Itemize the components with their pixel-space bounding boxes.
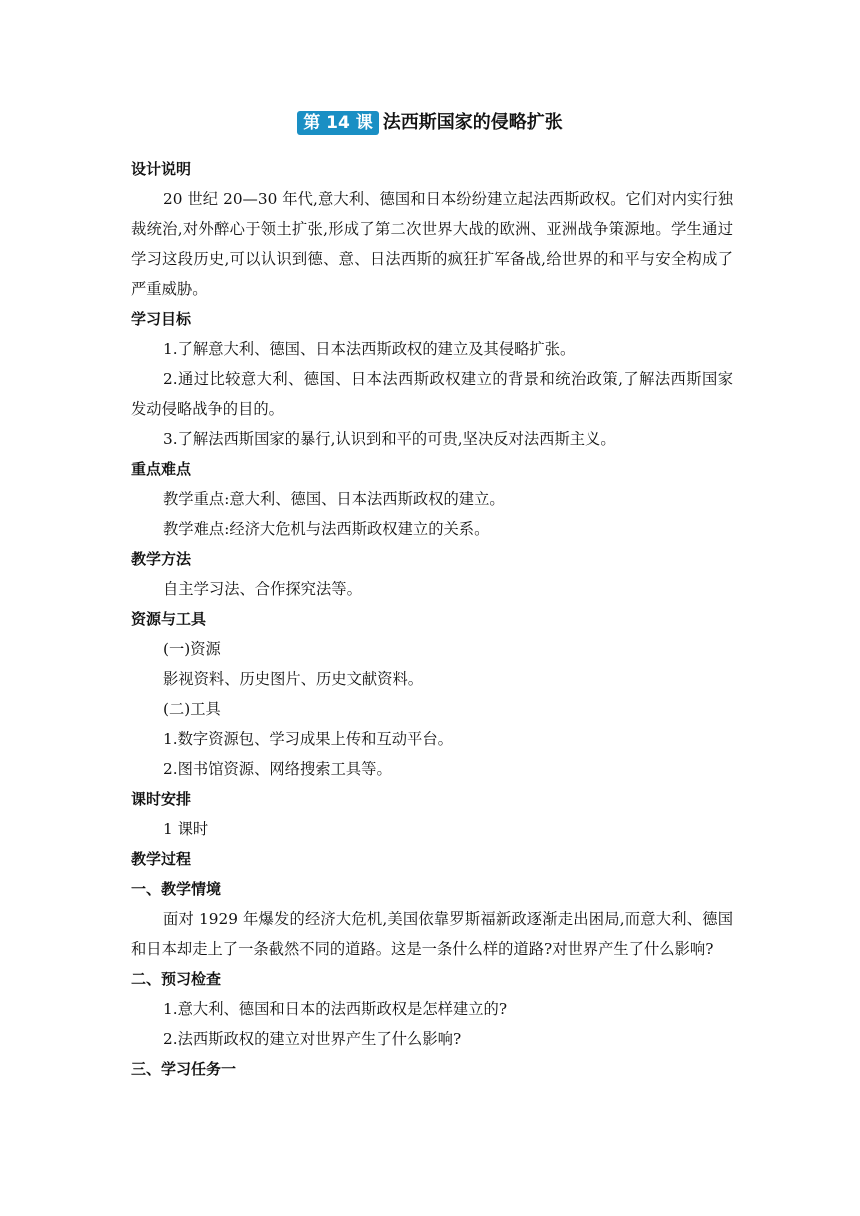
preview-item: 1.意大利、德国和日本的法西斯政权是怎样建立的? [163, 1000, 508, 1018]
section-heading-keypoints: 重点难点 [131, 460, 192, 478]
section-heading-goals: 学习目标 [131, 310, 192, 328]
keypoint-item: 教学难点:经济大危机与法西斯政权建立的关系。 [163, 520, 490, 538]
goal-item: 1.了解意大利、德国、日本法西斯政权的建立及其侵略扩张。 [163, 340, 576, 358]
section-heading-methods: 教学方法 [131, 550, 192, 568]
goal-item: 2.通过比较意大利、德国、日本法西斯政权建立的背景和统治政策,了解法西斯国家发动侵略战争的目的。 [131, 370, 733, 418]
goal-item: 3.了解法西斯国家的暴行,认识到和平的可贵,坚决反对法西斯主义。 [163, 430, 616, 448]
resource-item: 1.数字资源包、学习成果上传和互动平台。 [163, 730, 453, 748]
section-heading-resources: 资源与工具 [131, 610, 207, 628]
keypoint-item: 教学重点:意大利、德国、日本法西斯政权的建立。 [163, 490, 505, 508]
document-body [131, 154, 733, 1084]
resource-item: 影视资料、历史图片、历史文献资料。 [163, 670, 424, 688]
section-heading-task1: 三、学习任务一 [131, 1060, 237, 1078]
resource-item: (一)资源 [163, 640, 221, 658]
resource-item: 2.图书馆资源、网络搜索工具等。 [163, 760, 392, 778]
design-paragraph: 20 世纪 20—30 年代,意大利、德国和日本纷纷建立起法西斯政权。它们对内实行独裁统治,对外醉心于领土扩张,形成了第二次世界大战的欧洲、亚洲战争策源地。学生通过学习这段历史,可以认识到德、意、日法西斯的疯狂扩军备战,给世界的和平与安全构成了严重威胁。 [131, 190, 733, 298]
lesson-title: 法西斯国家的侵略扩张 [382, 112, 563, 133]
section-heading-design: 设计说明 [131, 160, 192, 178]
lesson-number-badge: 第 14 课 [297, 111, 379, 135]
resource-item: (二)工具 [163, 700, 221, 718]
schedule-paragraph: 1 课时 [163, 820, 209, 838]
preview-item: 2.法西斯政权的建立对世界产生了什么影响? [163, 1030, 462, 1048]
methods-paragraph: 自主学习法、合作探究法等。 [163, 580, 362, 598]
lesson-header [0, 110, 860, 136]
section-heading-process: 教学过程 [131, 850, 192, 868]
situation-paragraph: 面对 1929 年爆发的经济大危机,美国依靠罗斯福新政逐渐走出困局,而意大利、德国和日本却走上了一条截然不同的道路。这是一条什么样的道路?对世界产生了什么影响? [131, 910, 733, 958]
section-heading-preview: 二、预习检查 [131, 970, 222, 988]
section-heading-situation: 一、教学情境 [131, 880, 222, 898]
section-heading-schedule: 课时安排 [131, 790, 192, 808]
